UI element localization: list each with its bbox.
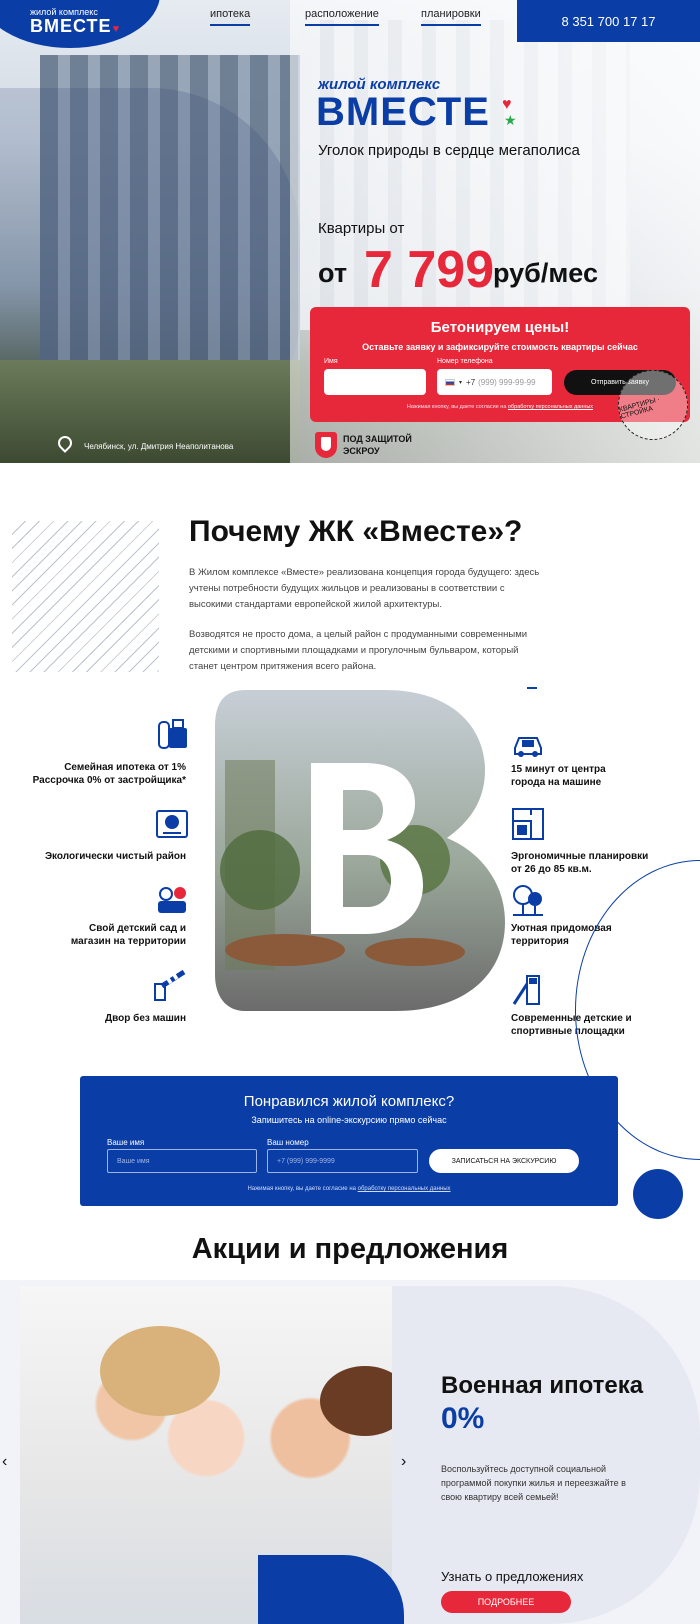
chevron-down-icon[interactable]: ▾ — [459, 379, 463, 386]
feature-playgrounds-line1: Современные детские и — [511, 1013, 632, 1024]
excursion-name-label: Ваше имя — [107, 1138, 145, 1147]
excursion-title: Понравился жилой комплекс? — [243, 1093, 455, 1110]
heart-icon: ♥ — [112, 23, 121, 35]
feature-city-center — [511, 763, 661, 789]
feature-kindergarten-line2: магазин на территории — [70, 936, 186, 947]
promo-text: Воспользуйтесь доступной социальной программой покупки жилья и переезжайте в свою квартиру всей семьей! — [441, 1464, 626, 1502]
family-child-hair — [100, 1326, 220, 1416]
feature-eco — [20, 850, 186, 863]
tagline: Уголок природы в сердце мегаполиса — [318, 142, 580, 159]
promo-heading: Военная ипотека — [441, 1372, 644, 1399]
price-value: 7 799 — [364, 241, 495, 299]
excursion-subtitle: Запишитесь на online-экскурсию прямо сейчас — [251, 1115, 447, 1125]
complex-title: ВМЕСТЕ — [316, 90, 490, 134]
phone-placeholder: (999) 999-99-99 — [478, 377, 536, 387]
escrow-label: ПОД ЗАЩИТОЙ ЭСКРОУ — [343, 434, 412, 456]
feature-layouts-line1: Эргономичные планировки — [511, 851, 649, 862]
playground-icon — [511, 972, 545, 1006]
decor-hatch — [12, 521, 159, 672]
russia-flag-icon[interactable] — [445, 379, 455, 386]
price-prefix: от — [318, 258, 348, 288]
nav-item-plans[interactable]: планировки — [421, 8, 481, 26]
logo[interactable] — [30, 16, 120, 37]
feature-yard-line1: Уютная придомовая — [511, 923, 612, 934]
price-unit: руб/мес — [493, 258, 598, 288]
excursion-phone-input[interactable]: +7 (999) 999-9999 — [267, 1149, 418, 1173]
feature-city-center-line1: 15 минут от центра — [511, 764, 606, 775]
address: Челябинск, ул. Дмитрия Неаполитанова — [84, 442, 234, 451]
feature-no-cars — [20, 1012, 186, 1025]
feature-eco-line1: Экологически чистый район — [44, 851, 186, 862]
flats-from-label: Квартиры от — [318, 220, 405, 237]
excursion-consent-prefix: Нажимая кнопку, вы даете согласие на — [247, 1186, 356, 1192]
barrier-icon — [152, 968, 186, 1002]
why-paragraph-2: Возводятся не просто дома, а целый район с продуманными современными детскими и спортивными площадками и прогулочным бульваром, который станет центром притяжения всего района. — [189, 629, 528, 672]
feature-yard-line2: территория — [511, 936, 569, 947]
feature-playgrounds-line2: спортивные площадки — [511, 1026, 625, 1037]
phone-input[interactable] — [437, 369, 552, 395]
name-label: Имя — [324, 358, 338, 365]
phone-link[interactable]: 8 351 700 17 17 — [517, 0, 700, 42]
feature-mortgage-line1: Семейная ипотека от 1% — [64, 762, 186, 773]
kindergarten-icon — [155, 883, 189, 917]
family-mother-hair — [320, 1366, 392, 1436]
form-subtitle: Оставьте заявку и зафиксируйте стоимость квартиры сейчас — [362, 342, 638, 352]
feature-city-center-line2: города на машине — [511, 777, 602, 788]
star-icon: ★ — [504, 112, 517, 128]
logo-small-text: жилой комплекс — [30, 7, 98, 17]
consent-prefix: Нажимая кнопку, вы даете согласие на — [406, 404, 507, 410]
chevron-right-icon[interactable]: › — [401, 1453, 407, 1470]
floorplan-icon — [511, 807, 545, 841]
wallet-icon — [155, 718, 189, 752]
phone-code: +7 — [466, 377, 476, 387]
more-button[interactable]: ПОДРОБНЕЕ — [441, 1591, 571, 1613]
excursion-consent — [80, 1186, 618, 1192]
shield-icon — [315, 432, 337, 458]
construction-badge[interactable]: КВАРТИРЫ · СТРОЙКА — [610, 362, 696, 448]
complex-subtitle: жилой комплекс — [318, 76, 441, 93]
feature-no-cars-line1: Двор без машин — [105, 1013, 186, 1024]
why-paragraph-1: В Жилом комплексе «Вместе» реализована концепция города будущего: здесь учтены потребности будущих жильцов и реализованы в соответствии с высокими стандартами европейской жилой архитектуры. — [189, 567, 540, 610]
nav-item-mortgage[interactable]: ипотека — [210, 8, 250, 26]
excursion-consent-link[interactable]: обработку персональных данных — [357, 1186, 451, 1192]
excursion-phone-label: Ваш номер — [267, 1138, 309, 1147]
decor-line — [527, 687, 537, 689]
feature-layouts-line2: от 26 до 85 кв.м. — [511, 864, 592, 875]
submit-button[interactable]: Отправить заявку — [564, 370, 676, 395]
trees-icon — [511, 883, 545, 917]
hero-section — [0, 0, 700, 463]
eco-map-icon — [155, 807, 189, 841]
promo-section-title: Акции и предложения — [191, 1233, 509, 1265]
name-input[interactable] — [324, 369, 426, 395]
logo-text: ВМЕСТЕ — [30, 16, 112, 36]
why-title: Почему ЖК «Вместе»? — [189, 515, 523, 548]
excursion-submit-button[interactable]: ЗАПИСАТЬСЯ НА ЭКСКУРСИЮ — [429, 1149, 579, 1173]
excursion-form — [80, 1076, 618, 1206]
car-icon — [511, 726, 545, 760]
promo-percent: 0% — [441, 1402, 485, 1435]
form-title: Бетонируем цены! — [430, 319, 570, 336]
feature-kindergarten-line1: Свой детский сад и — [89, 923, 186, 934]
promo-subheading: Узнать о предложениях — [441, 1569, 584, 1584]
excursion-name-input[interactable]: Ваше имя — [107, 1149, 257, 1173]
nav-item-location[interactable]: расположение — [305, 8, 379, 26]
consent-link[interactable]: обработку персональных данных — [507, 404, 594, 410]
feature-mortgage-line2: Рассрочка 0% от застройщика* — [32, 775, 186, 786]
courtyard-letter-b-image — [215, 690, 505, 1011]
chevron-left-icon[interactable]: ‹ — [2, 1453, 8, 1470]
heart-icon: ♥ — [502, 96, 512, 113]
feature-kindergarten — [20, 922, 186, 948]
feature-mortgage — [20, 761, 186, 787]
decor-dot — [633, 1169, 683, 1219]
phone-label: Номер телефона — [437, 358, 493, 365]
